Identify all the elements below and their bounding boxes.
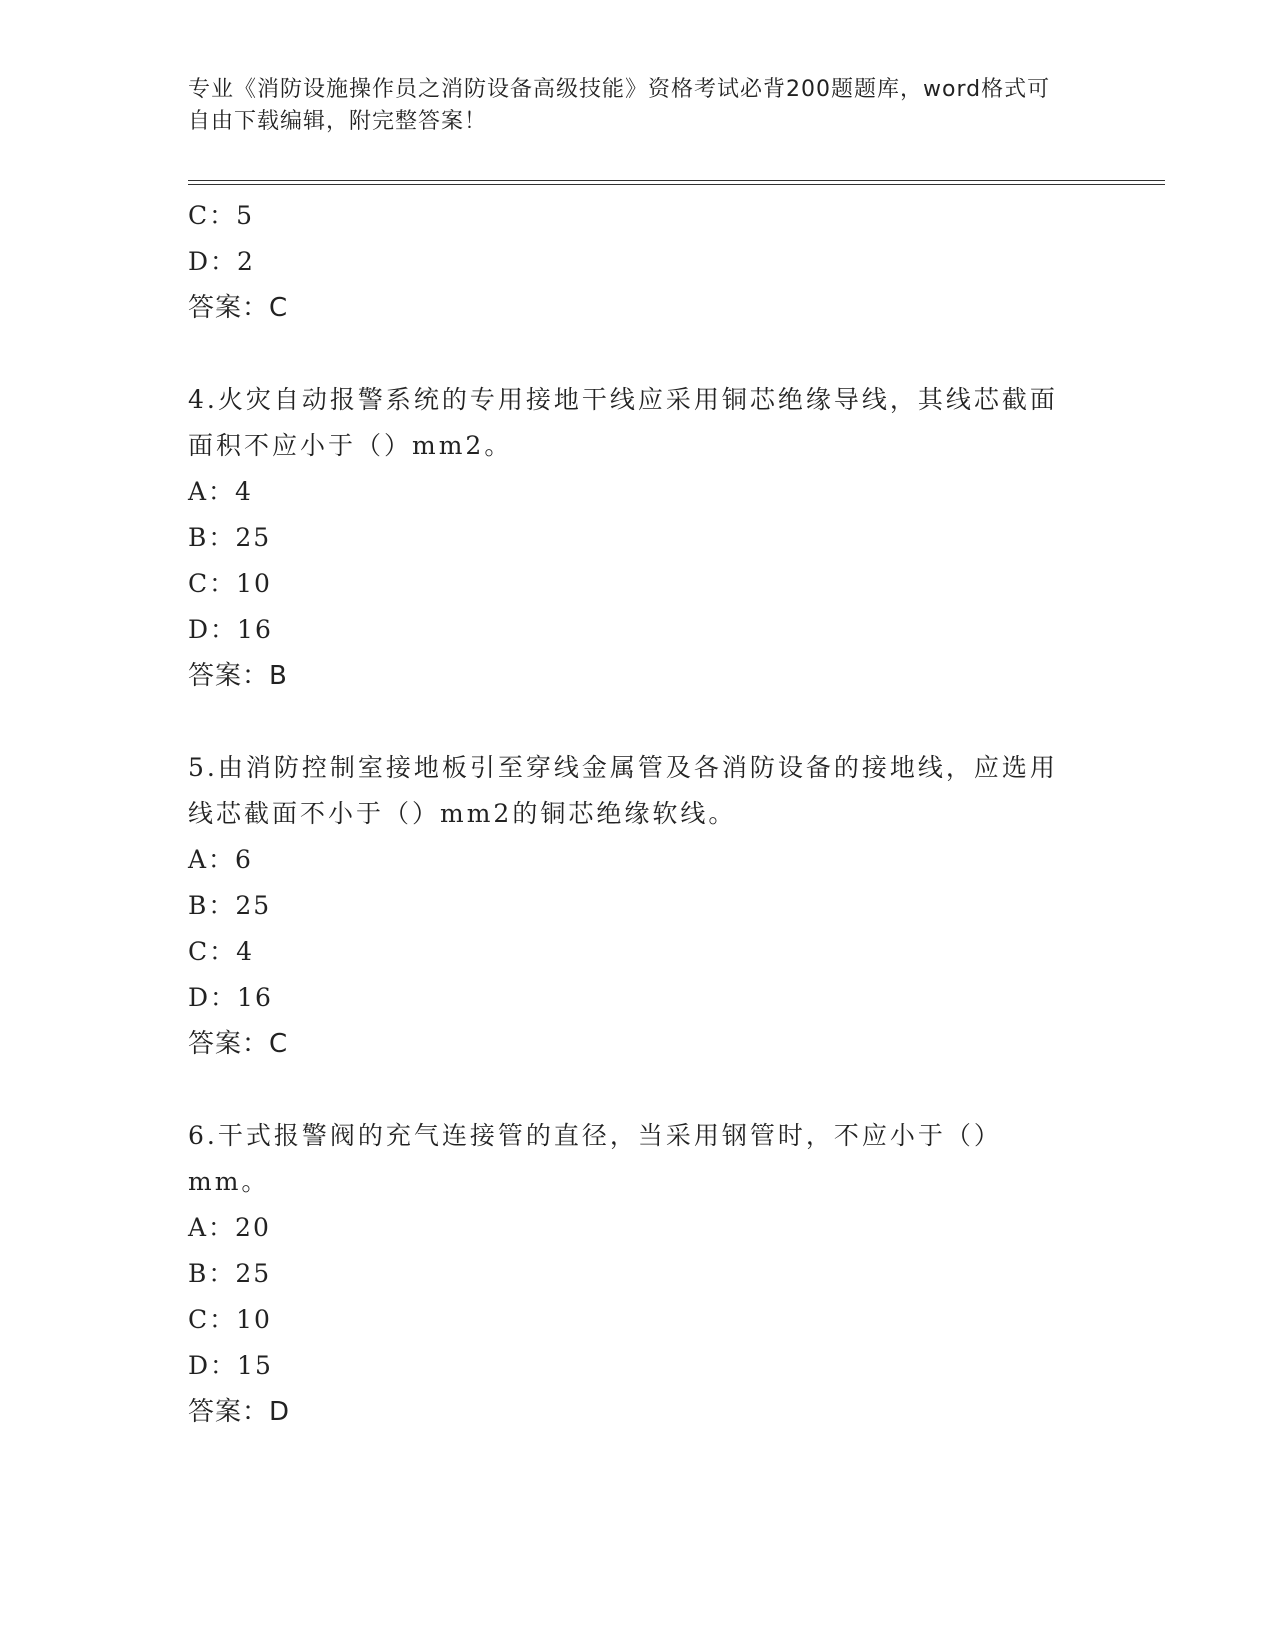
spacer [188, 1067, 1068, 1113]
header-title: 专业《消防设施操作员之消防设备高级技能》资格考试必背200题题库，word格式可自由下载编辑，附完整答案！ [188, 77, 1051, 134]
option-b: B：25 [188, 891, 272, 920]
question-text: 5.由消防控制室接地板引至穿线金属管及各消防设备的接地线，应选用线芯截面不小于（）mm2的铜芯绝缘软线。 [188, 753, 1058, 828]
answer: 答案：C [188, 293, 289, 323]
option-a: A：20 [188, 1213, 271, 1242]
spacer [188, 331, 1068, 377]
question-5 [188, 745, 1068, 1067]
option-d: D：16 [188, 615, 273, 644]
option-d: D：15 [188, 1351, 273, 1380]
question-text: 6.干式报警阀的充气连接管的直径，当采用钢管时，不应小于（）mm。 [188, 1121, 1002, 1196]
answer: 答案：D [188, 1397, 291, 1427]
answer: 答案：B [188, 661, 288, 691]
question-6 [188, 1113, 1068, 1435]
option-b: B：25 [188, 523, 272, 552]
option-c: C：10 [188, 569, 272, 598]
option-a: A：4 [188, 477, 253, 506]
question-text: 4.火灾自动报警系统的专用接地干线应采用铜芯绝缘导线，其线芯截面面积不应小于（）mm2。 [188, 385, 1058, 460]
header-divider [188, 180, 1165, 185]
document-header [188, 74, 1068, 138]
option-c: C：4 [188, 937, 255, 966]
option-c: C：10 [188, 1305, 272, 1334]
spacer [188, 699, 1068, 745]
question-continuation [188, 193, 1068, 331]
option-c: C：5 [188, 201, 255, 230]
option-d: D：16 [188, 983, 273, 1012]
option-b: B：25 [188, 1259, 272, 1288]
answer: 答案：C [188, 1029, 289, 1059]
option-d: D：2 [188, 247, 255, 276]
question-4 [188, 377, 1068, 699]
option-a: A：6 [188, 845, 253, 874]
document-body [188, 193, 1068, 1435]
